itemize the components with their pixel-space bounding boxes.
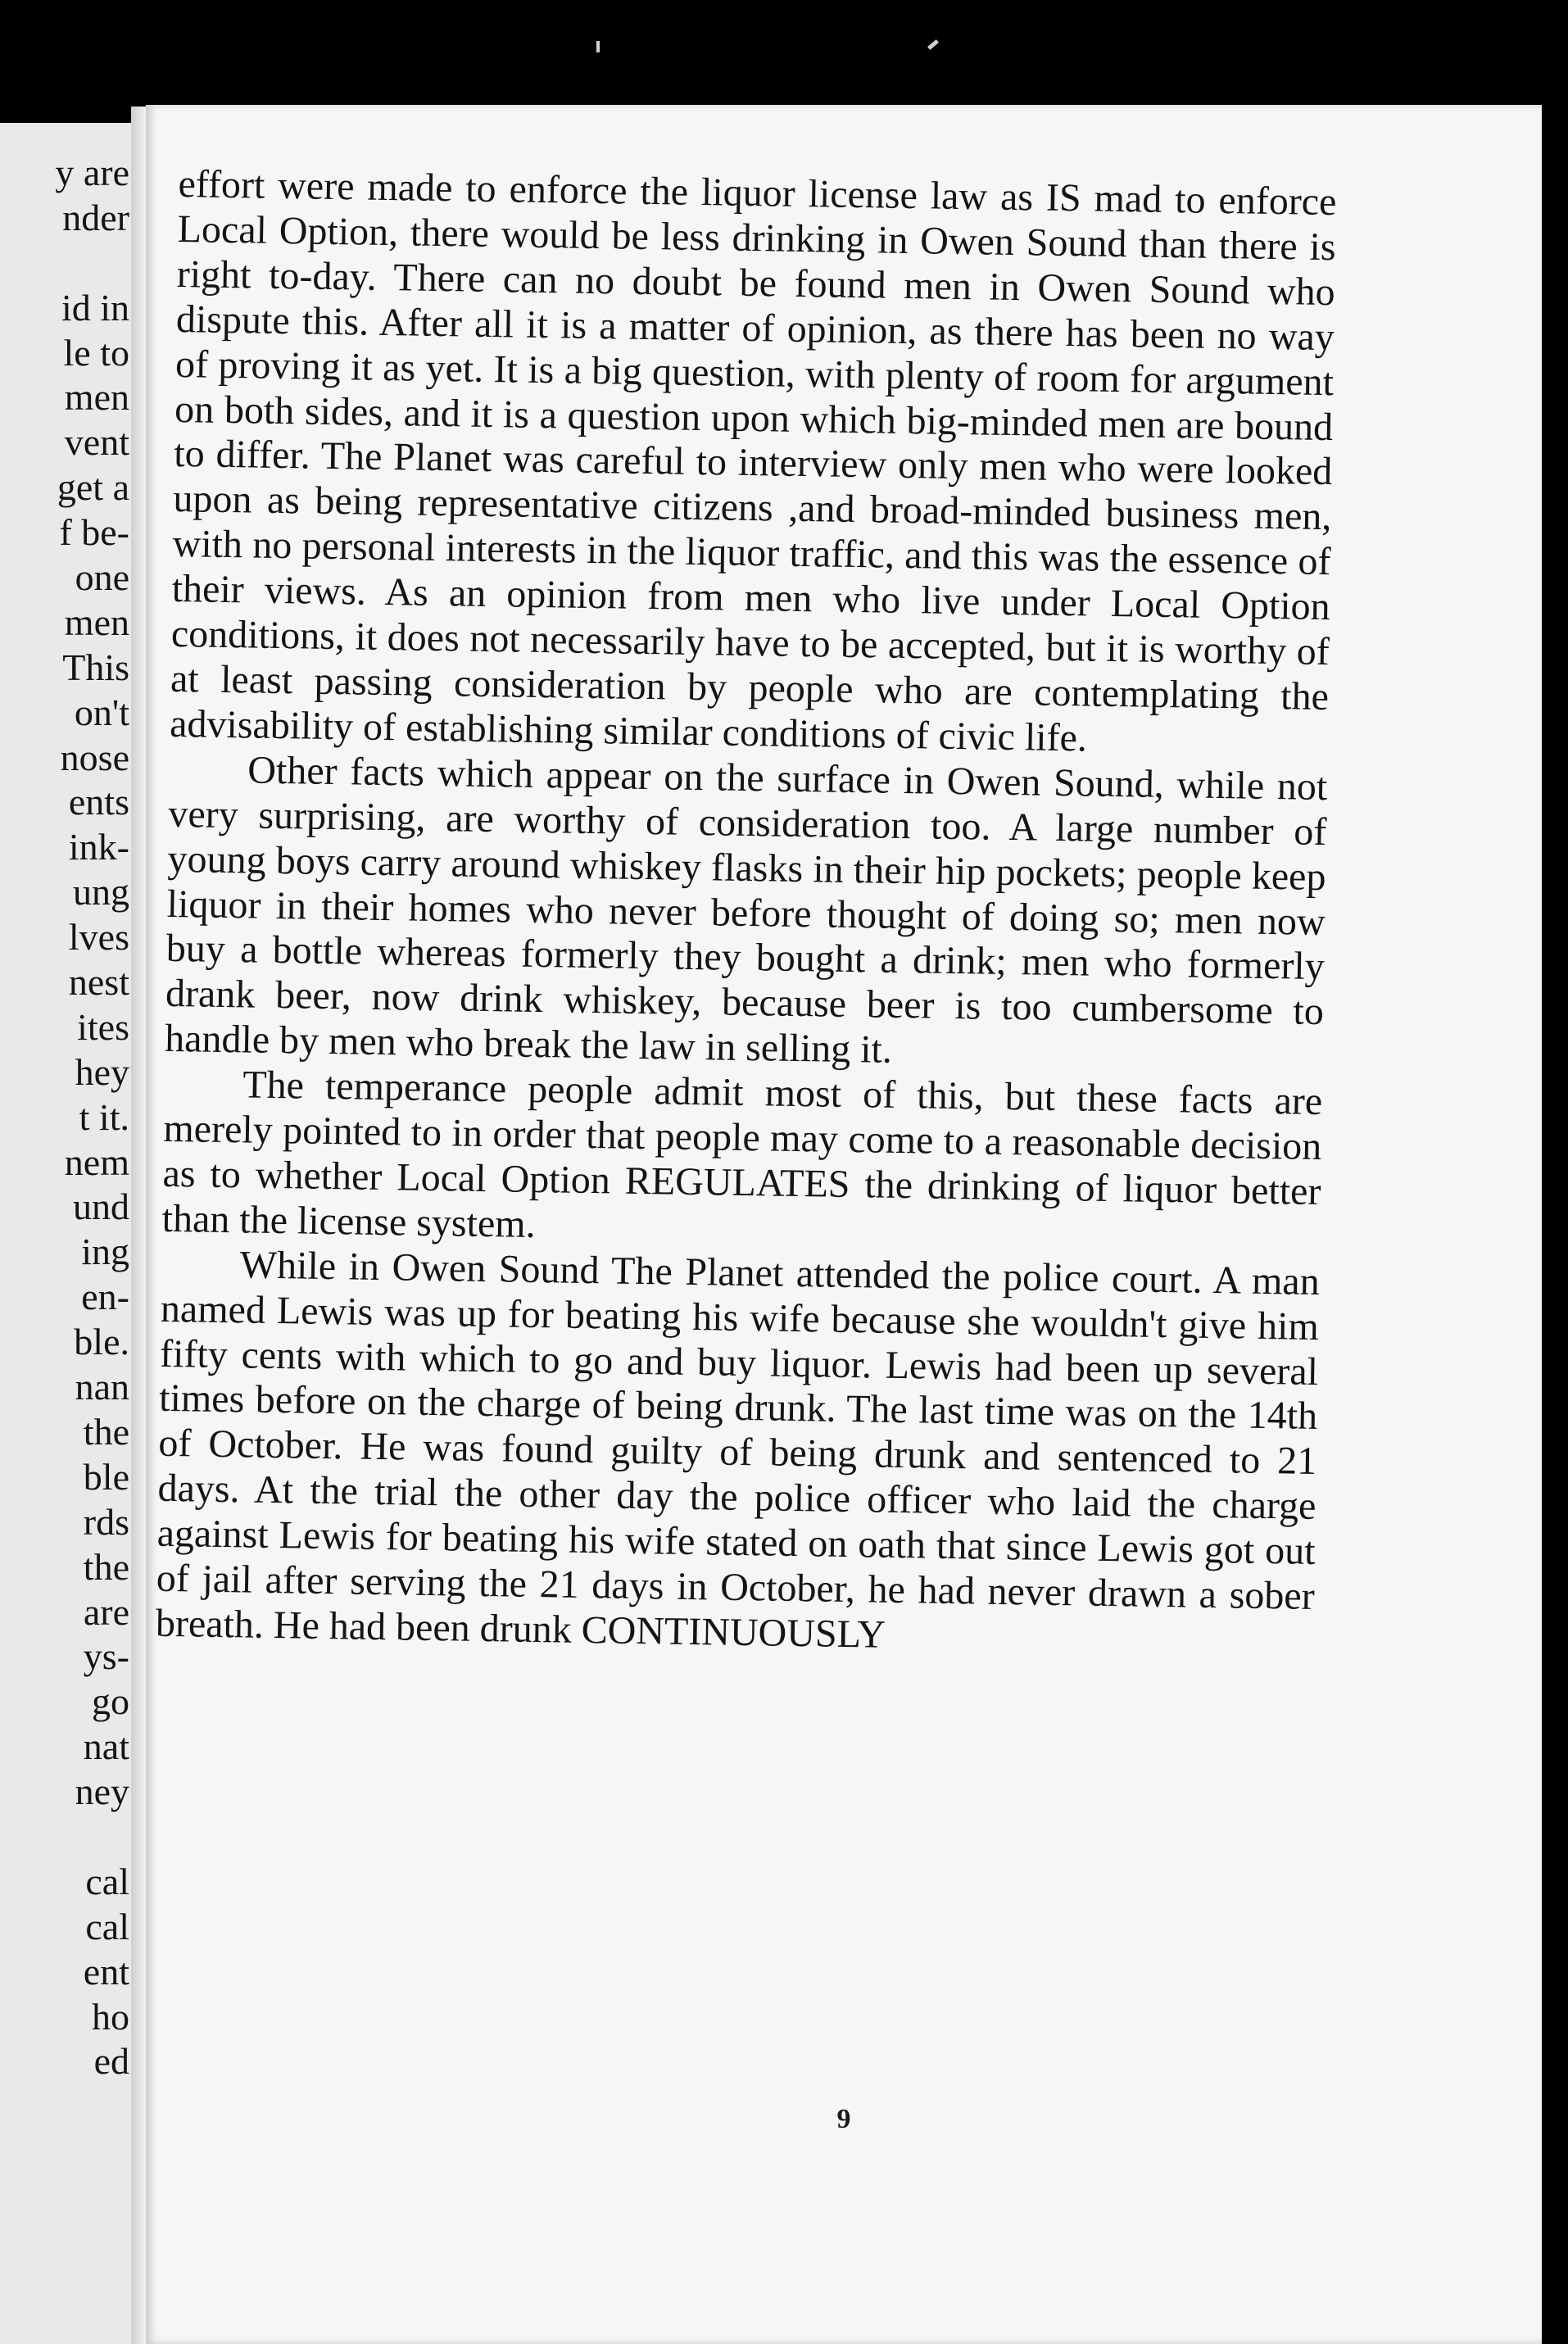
left-page-fragment: ble. xyxy=(74,1321,129,1363)
paragraph-3: The temperance people admit most of this, but these facts are merely pointed to in order that people may come to a reasonable decision as to whether Local Option REGULATES the drinking of liquor better than the license system. xyxy=(161,1063,1323,1246)
paragraph-2: Other facts which appear on the surface in Owen Sound, while not very surprising, are worthy of consideration too. A large number of young boys carry around whiskey flasks in their hip pockets; people keep liquor in their homes who never before thought of doing so; men now buy a bottle whereas formerly they bought a drink; men who formerly drank beer, now drink whiskey, because beer is too cumbersome to handle by men who break the law in selling it. xyxy=(164,748,1328,1072)
left-page-fragment: ys- xyxy=(83,1635,129,1678)
page-number: 9 xyxy=(836,2104,851,2134)
left-page-fragment: on't xyxy=(74,691,129,733)
left-page-fragment: ney xyxy=(75,1770,129,1813)
left-page-fragment: t it. xyxy=(79,1095,129,1138)
left-page-fragment xyxy=(0,241,129,286)
paragraph-1: effort were made to enforce the liquor license law as IS mad to enforce Local Option, there would be less drinking in Owen Sound than there is right to-day. There can no doubt be found men in Owen Sound who dispute this. After all it is a matter of opinion, as there has been no way of proving it as yet. It is a big question, with plenty of room for argument on both sides, and it is a question upon which big-minded men are bound to differ. The Planet was careful to interview only men who were looked upon as being representative citizens ,and broad-minded business men, with no personal interests in the liquor traffic, and this was the essence of their views. As an opinion from men who live under Local Option conditions, it does not necessarily have to be accepted, but it is worthy of at least passing consideration by people who are contemplating the advisability of establishing similar conditions of civic life. xyxy=(169,162,1337,760)
left-page-fragment: This xyxy=(62,646,129,688)
left-page-fragment: cal xyxy=(85,1860,129,1902)
left-page-fragment: en- xyxy=(81,1276,129,1318)
left-page-fragment: men xyxy=(64,601,129,643)
scan-speck xyxy=(596,41,600,52)
left-page-fragment: ing xyxy=(81,1231,129,1273)
left-page-text-fragments xyxy=(0,151,129,2084)
left-page-fragment: nat xyxy=(83,1725,129,1768)
left-page-fragment: nose xyxy=(60,736,129,778)
left-page-fragment: y are xyxy=(55,152,129,193)
paragraph-4: While in Owen Sound The Planet attended the police court. A man named Lewis was up for beating his wife because she wouldn't give him fifty cents with which to go and buy liquor. Lewis had been up several times before on the charge of being drunk. The last time was on the 14th of October. He was found guilty of being drunk and sentenced to 21 days. At the trial the other day the police officer who laid the charge against Lewis for beating his wife stated on oath that since Lewis got out of jail after serving the 21 days in October, he had never drawn a sober breath. He had been drunk CONTINUOUSLY xyxy=(155,1243,1321,1657)
left-page-fragment: le to xyxy=(63,331,129,374)
left-page-fragment: the xyxy=(83,1545,129,1588)
left-page-fragment: are xyxy=(83,1590,129,1633)
left-facing-page xyxy=(0,123,138,2344)
left-page-fragment: ink- xyxy=(68,826,129,868)
scan-right-edge xyxy=(1542,105,1568,2344)
left-page-fragment: f be- xyxy=(59,511,129,554)
left-page-fragment: get a xyxy=(57,466,129,509)
left-page-fragment: nder xyxy=(62,196,129,238)
scan-speck xyxy=(927,39,939,50)
left-page-fragment xyxy=(0,1815,129,1860)
left-page-fragment: cal xyxy=(85,1905,129,1947)
article-body xyxy=(156,162,1337,1665)
left-page-fragment: go xyxy=(92,1680,129,1723)
left-page-fragment: the xyxy=(83,1410,129,1453)
left-page-fragment: lves xyxy=(68,916,129,959)
left-page-fragment: id in xyxy=(61,286,129,329)
left-page-fragment: ites xyxy=(77,1005,129,1048)
left-page-fragment: ble xyxy=(83,1455,129,1498)
left-page-fragment: nest xyxy=(68,961,129,1004)
left-page-fragment: ed xyxy=(93,2040,129,2083)
left-page-fragment: und xyxy=(73,1186,129,1228)
left-page-fragment: nem xyxy=(64,1140,129,1183)
left-page-fragment: ent xyxy=(83,1950,129,1993)
left-page-fragment: ung xyxy=(73,871,129,914)
main-page xyxy=(146,105,1542,2344)
left-page-fragment: hey xyxy=(75,1050,129,1093)
left-page-fragment: ents xyxy=(68,781,129,823)
left-page-fragment: one xyxy=(75,556,129,599)
left-page-fragment: nan xyxy=(75,1366,129,1408)
left-page-fragment: rds xyxy=(83,1500,129,1543)
left-page-fragment: vent xyxy=(64,421,129,464)
left-page-fragment: ho xyxy=(92,1995,129,2038)
left-page-fragment: men xyxy=(64,376,129,419)
